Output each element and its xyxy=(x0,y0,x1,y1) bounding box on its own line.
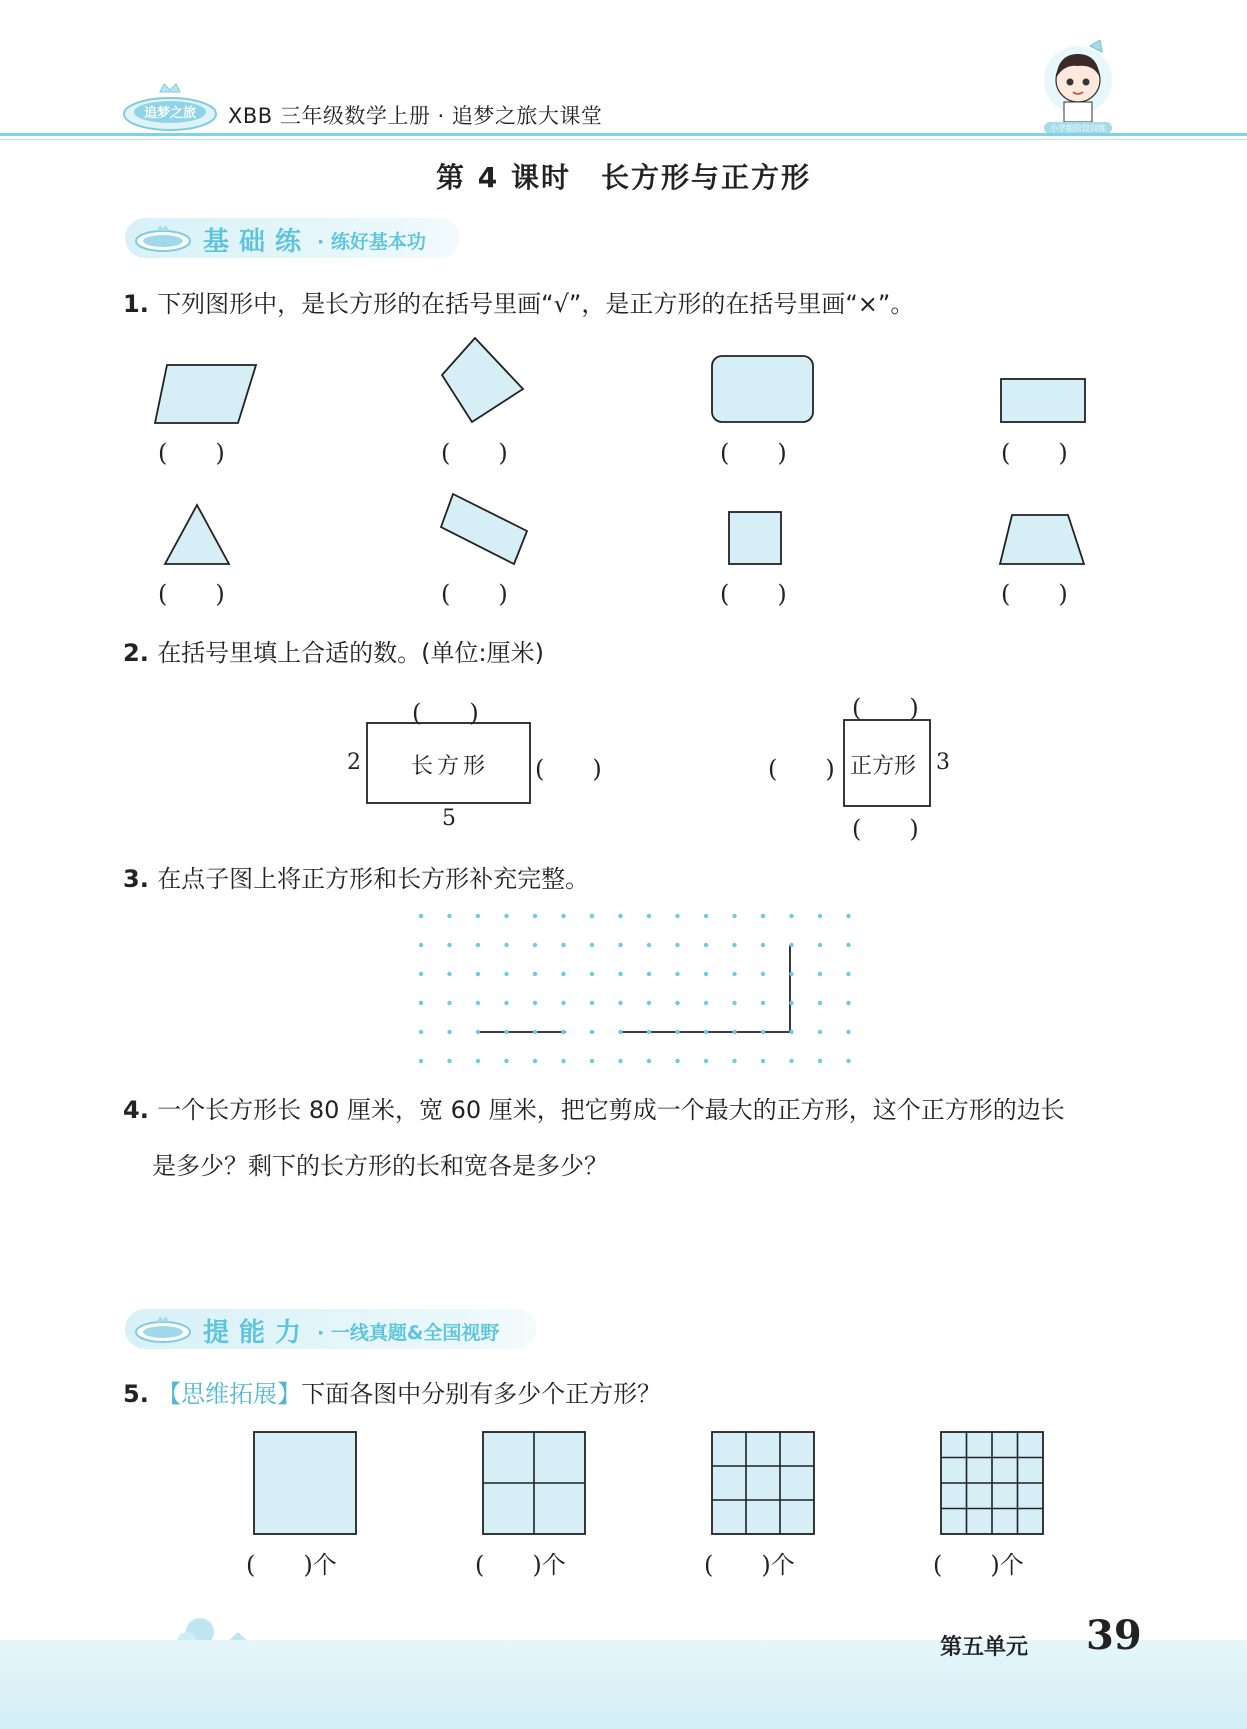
grid-dot xyxy=(419,1030,423,1034)
question-number: 3 xyxy=(123,865,140,893)
svg-text:追梦之旅: 追梦之旅 xyxy=(143,106,197,121)
grid-dot xyxy=(789,1059,793,1063)
grid-dot xyxy=(533,1001,537,1005)
grid-dot xyxy=(476,1059,480,1063)
answer-blank-rounded-rectangle[interactable]: ( ) xyxy=(720,439,787,467)
square-left-blank[interactable]: ( ) xyxy=(768,755,835,783)
section-subtitle: · 练好基本功 xyxy=(317,231,426,253)
grid-dot xyxy=(846,1030,850,1034)
grid-dot xyxy=(704,1001,708,1005)
grid-dot xyxy=(618,943,622,947)
section-name: 提能力 xyxy=(203,1318,312,1348)
svg-text:小学版阶段训练: 小学版阶段训练 xyxy=(1050,124,1106,133)
grid-dot xyxy=(704,1030,708,1034)
dot-grid xyxy=(419,914,851,1063)
grid-dot xyxy=(761,1001,765,1005)
grid-dot xyxy=(761,914,765,918)
grid-dot xyxy=(447,1001,451,1005)
rectangle-icon xyxy=(1001,379,1085,422)
grid-dot xyxy=(675,943,679,947)
q5-grids xyxy=(254,1432,1043,1534)
grid-dot xyxy=(447,914,451,918)
grid-dot xyxy=(618,1030,622,1034)
grid-dot xyxy=(618,1001,622,1005)
grid-dot xyxy=(846,1001,850,1005)
grid-dot xyxy=(818,943,822,947)
grid-dot xyxy=(732,1059,736,1063)
question-4-line2: 是多少？剩下的长方形的长和宽各是多少？ xyxy=(152,1152,608,1180)
grid-dot xyxy=(647,1001,651,1005)
rounded-rectangle-icon xyxy=(712,356,813,422)
grid-dot xyxy=(761,943,765,947)
grid-dot xyxy=(761,1030,765,1034)
grid-dot xyxy=(419,1001,423,1005)
grid-dot xyxy=(504,914,508,918)
grid-dot xyxy=(533,914,537,918)
answer-blank-rectangle[interactable]: ( ) xyxy=(1001,439,1068,467)
grid-dot xyxy=(561,1001,565,1005)
grid-dot xyxy=(419,914,423,918)
rect-left-side: 2 xyxy=(347,750,361,775)
square-grid-3x3 xyxy=(712,1432,814,1534)
grid-dot xyxy=(504,972,508,976)
unit-label: 第五单元 xyxy=(940,1635,1029,1660)
page-number: 39 xyxy=(1086,1612,1142,1659)
grid-dot xyxy=(675,1059,679,1063)
grid-dot xyxy=(533,943,537,947)
answer-blank-grid-4[interactable]: ( )个 xyxy=(933,1551,1024,1579)
book-title: XBB 三年级数学上册 · 追梦之旅大课堂 xyxy=(228,104,603,128)
grid-dot xyxy=(818,972,822,976)
grid-dot xyxy=(818,1059,822,1063)
grid-dot xyxy=(675,1030,679,1034)
question-text: 在点子图上将正方形和长方形补充完整。 xyxy=(157,865,590,893)
grid-dot xyxy=(476,914,480,918)
grid-dot xyxy=(561,914,565,918)
grid-dot xyxy=(561,1030,565,1034)
square-grid-2x2 xyxy=(483,1432,585,1534)
tilted-square-icon xyxy=(442,338,523,422)
grid-dot xyxy=(675,972,679,976)
question-5: 5. 【思维拓展】下面各图中分别有多少个正方形？ xyxy=(123,1380,662,1408)
grid-dot xyxy=(533,972,537,976)
grid-dot xyxy=(419,943,423,947)
grid-dot xyxy=(704,943,708,947)
square-right-side: 3 xyxy=(936,750,950,775)
grid-dot xyxy=(618,914,622,918)
grid-dot xyxy=(504,1001,508,1005)
grid-dot xyxy=(447,1059,451,1063)
grid-dot xyxy=(447,1030,451,1034)
grid-dot xyxy=(732,1030,736,1034)
footer-band xyxy=(0,1640,1247,1729)
section-banner-advanced xyxy=(125,1309,537,1349)
grid-dot xyxy=(504,943,508,947)
answer-blank-grid-1[interactable]: ( )个 xyxy=(246,1551,337,1579)
square-top-blank[interactable]: ( ) xyxy=(852,694,919,722)
answer-blank-grid-2[interactable]: ( )个 xyxy=(475,1551,566,1579)
square-icon xyxy=(729,512,781,564)
grid-dot xyxy=(476,1030,480,1034)
grid-dot xyxy=(447,972,451,976)
grid-dot xyxy=(704,972,708,976)
grid-dot xyxy=(647,1059,651,1063)
grid-dot xyxy=(704,1059,708,1063)
question-3: 3. 在点子图上将正方形和长方形补充完整。 xyxy=(123,865,590,893)
grid-dot xyxy=(704,914,708,918)
section-logo-icon xyxy=(133,1314,193,1348)
grid-dot xyxy=(675,1001,679,1005)
grid-dot xyxy=(561,943,565,947)
grid-dot xyxy=(732,972,736,976)
question-1: 1. 下列图形中，是长方形的在括号里画“√”，是正方形的在括号里画“×”。 xyxy=(123,290,915,318)
question-2: 2. 在括号里填上合适的数。(单位:厘米) xyxy=(123,639,544,667)
grid-dot xyxy=(504,1059,508,1063)
square-grid-1x1 xyxy=(254,1432,356,1534)
question-text: 在括号里填上合适的数。(单位:厘米) xyxy=(157,639,544,667)
question-tag: 【思维拓展】 xyxy=(157,1380,302,1408)
grid-dot xyxy=(447,943,451,947)
rect-label: 长方形 xyxy=(411,754,490,779)
answer-blank-grid-3[interactable]: ( )个 xyxy=(704,1551,795,1579)
grid-dot xyxy=(846,914,850,918)
grid-dot xyxy=(647,914,651,918)
grid-dot xyxy=(533,1059,537,1063)
grid-dot xyxy=(846,943,850,947)
answer-blank-square[interactable]: ( ) xyxy=(720,580,787,608)
grid-dot xyxy=(590,1001,594,1005)
grid-dot xyxy=(647,1030,651,1034)
question-text: 下列图形中，是长方形的在括号里画“√”，是正方形的在括号里画“×”。 xyxy=(157,290,915,318)
grid-dot xyxy=(590,943,594,947)
grid-dot xyxy=(675,914,679,918)
question-4: 4. 一个长方形长 80 厘米，宽 60 厘米，把它剪成一个最大的正方形，这个正方形的边长 xyxy=(123,1096,1065,1124)
grid-dot xyxy=(789,943,793,947)
question-number: 5 xyxy=(123,1380,140,1408)
grid-dot xyxy=(818,1001,822,1005)
grid-dot xyxy=(590,914,594,918)
grid-dot xyxy=(561,972,565,976)
answer-blank-parallelogram[interactable]: ( ) xyxy=(158,439,225,467)
grid-dot xyxy=(590,972,594,976)
grid-dot xyxy=(504,1030,508,1034)
rectangle-partial-edges xyxy=(619,945,790,1032)
grid-dot xyxy=(789,972,793,976)
grid-dot xyxy=(533,1030,537,1034)
triangle-icon xyxy=(165,505,229,564)
rect-right-blank[interactable]: ( ) xyxy=(535,755,602,783)
grid-dot xyxy=(732,1001,736,1005)
grid-dot xyxy=(818,914,822,918)
grid-dot xyxy=(789,1001,793,1005)
grid-dot xyxy=(590,1059,594,1063)
grid-dot xyxy=(761,1059,765,1063)
question-number: 2 xyxy=(123,639,140,667)
trapezoid-icon xyxy=(1000,515,1084,564)
question-number: 1 xyxy=(123,290,140,318)
square-grid-4x4 xyxy=(941,1432,1043,1534)
grid-dot xyxy=(647,972,651,976)
grid-dot xyxy=(818,1030,822,1034)
grid-dot xyxy=(476,943,480,947)
question-number: 4 xyxy=(123,1096,140,1124)
grid-dot xyxy=(846,1059,850,1063)
grid-dot xyxy=(761,972,765,976)
rect-bottom-side: 5 xyxy=(442,806,456,831)
grid-dot xyxy=(789,914,793,918)
grid-dot xyxy=(476,1001,480,1005)
grid-dot xyxy=(419,1059,423,1063)
answer-blank-triangle[interactable]: ( ) xyxy=(158,580,225,608)
grid-dot xyxy=(846,972,850,976)
answer-blank-tilted-square[interactable]: ( ) xyxy=(441,439,508,467)
question-text: 下面各图中分别有多少个正方形？ xyxy=(301,1380,662,1408)
grid-dot xyxy=(419,972,423,976)
grid-dot xyxy=(618,1059,622,1063)
answer-blank-tilted-rectangle[interactable]: ( ) xyxy=(441,580,508,608)
question-text-line1: 一个长方形长 80 厘米，宽 60 厘米，把它剪成一个最大的正方形，这个正方形的边长 xyxy=(157,1096,1065,1124)
section-name: 基础练 xyxy=(203,227,312,257)
grid-dot xyxy=(590,1030,594,1034)
tilted-rectangle-icon xyxy=(441,494,527,564)
parallelogram-icon xyxy=(155,365,256,423)
grid-dot xyxy=(647,943,651,947)
grid-dot xyxy=(732,914,736,918)
grid-dot xyxy=(789,1030,793,1034)
lesson-title: 第 4 课时 长方形与正方形 xyxy=(436,161,811,194)
square-bottom-blank[interactable]: ( ) xyxy=(852,815,919,843)
grid-dot xyxy=(732,943,736,947)
grid-dot xyxy=(561,1059,565,1063)
rect-top-blank[interactable]: ( ) xyxy=(412,699,479,727)
square-label: 正方形 xyxy=(850,754,917,779)
grid-dot xyxy=(476,972,480,976)
answer-blank-trapezoid[interactable]: ( ) xyxy=(1001,580,1068,608)
section-subtitle: · 一线真题&全国视野 xyxy=(317,1322,500,1344)
grid-dot xyxy=(618,972,622,976)
